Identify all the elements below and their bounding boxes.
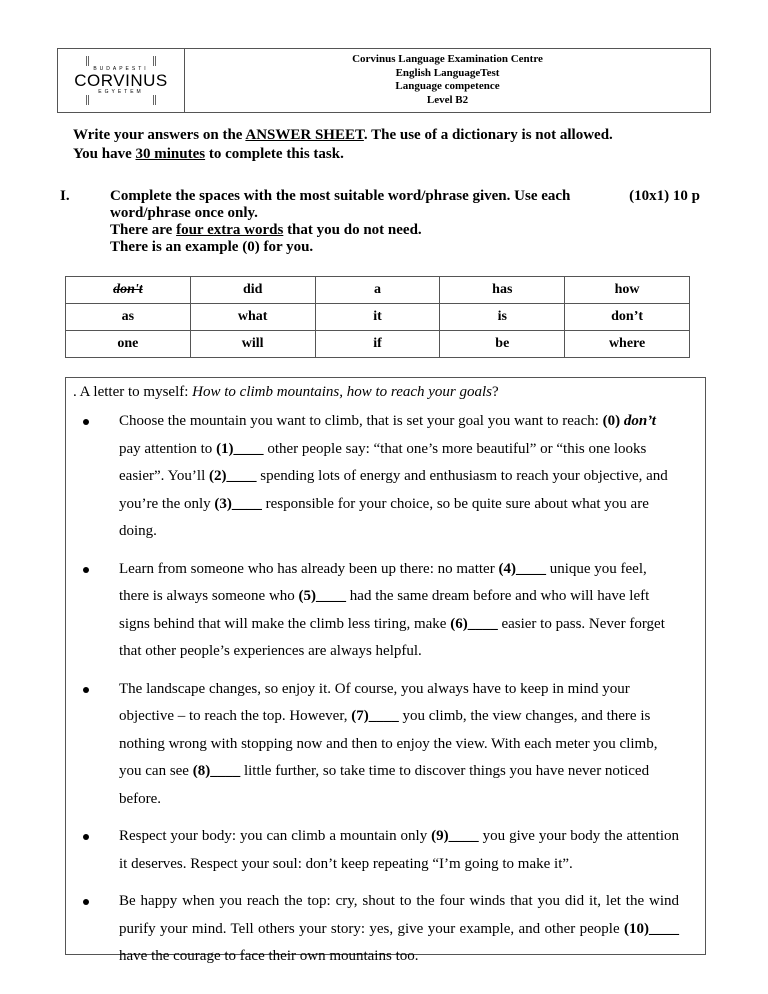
word-row: [66, 277, 690, 304]
passage-text: The landscape changes, so enjoy it. Of course, you always have to keep in mind your objective – to reach the top. However,: [119, 680, 630, 724]
word-cell: has: [440, 277, 565, 304]
gap-label: (0): [602, 413, 624, 429]
passage-item: [119, 676, 679, 814]
bullet-icon: [83, 834, 89, 840]
header-line: Corvinus Language Examination Centre: [352, 53, 543, 65]
passage-text: other people say: “that one’s more beautiful” or “this one looks easier”. You’ll: [119, 440, 647, 484]
passage-box: [65, 377, 706, 964]
word-cell: a: [315, 277, 440, 304]
word-cell: is: [440, 304, 565, 331]
gap-label: (5)____: [298, 588, 347, 604]
header-title: [185, 49, 710, 112]
bullet-icon: [83, 567, 89, 573]
header-line: English LanguageTest: [395, 66, 500, 79]
word-cell: will: [190, 331, 315, 358]
passage-text: unique you feel, there is always someone who: [119, 560, 647, 604]
gap-label: (3)____: [214, 495, 262, 512]
instructions: Write your answers on the ANSWER SHEET. The use of a dictionary is not allowed. You have 30 minutes to complete this task.: [73, 127, 613, 162]
gap-label: (4)____: [498, 560, 546, 577]
section-points: (10x1) 10 p: [629, 188, 700, 204]
gap-label: (10)____: [624, 920, 679, 937]
logo-name: CORVINUS: [74, 71, 168, 90]
passage-text: Choose the mountain you want to climb, that is set your goal you want to reach:: [119, 413, 603, 429]
word-cell: as: [66, 304, 191, 331]
gap-label: don’t: [623, 413, 656, 429]
passage-text: spending lots of energy and enthusiasm to reach your objective, and you’re the only: [119, 468, 668, 512]
section-line: There is an example (0) for you.: [110, 239, 314, 255]
word-cell: it: [315, 304, 440, 331]
word-row: [66, 331, 690, 358]
passage-text: you climb, the view changes, and there is nothing wrong with stopping now and then to enjoy the view. With each meter you climb, you can see: [119, 708, 658, 779]
passage-title: . A letter to myself: How to climb mountains, how to reach your goals?: [73, 384, 499, 400]
passage-text: responsible for your choice, so be quite sure about what you are doing.: [119, 495, 649, 539]
bullet-icon: [83, 419, 89, 425]
word-cell: be: [440, 331, 565, 358]
word-row: [66, 304, 690, 331]
passage-text: Learn from someone who has already been up there: no matter: [119, 560, 499, 577]
section-line: Complete the spaces with the most suitable word/phrase given. Use each word/phrase once only.: [110, 188, 571, 221]
gap-label: (9)____: [431, 828, 479, 844]
gap-label: (7)____: [351, 708, 399, 724]
passage-bullets: [66, 408, 679, 981]
passage-text: you give your body the attention it deserves. Respect your soul: don’t keep repeating “I’m going to make it”.: [119, 828, 680, 872]
word-cell: one: [66, 331, 191, 358]
gap-label: (1)____: [216, 440, 264, 457]
word-cell: did: [190, 277, 315, 304]
header-line: Language competence: [395, 80, 500, 92]
passage-item: [119, 823, 679, 878]
passage-text: little further, so take time to discover things you have never noticed before.: [119, 763, 650, 807]
word-cell: don't: [66, 277, 191, 304]
bullet-icon: [83, 687, 89, 693]
section-number: I.: [60, 188, 70, 204]
logo-bottom-text: EGYETEM: [98, 89, 144, 95]
word-cell: don’t: [565, 304, 690, 331]
bullet-icon: [83, 899, 89, 905]
header-table: [57, 48, 711, 113]
word-cell: how: [565, 277, 690, 304]
passage-text: have the courage to face their own mountains too.: [119, 948, 419, 964]
passage-text: easier to pass. Never forget that other people’s experiences are always helpful.: [119, 615, 665, 659]
word-cell: where: [565, 331, 690, 358]
word-cell: what: [190, 304, 315, 331]
word-bank-table: [65, 276, 690, 358]
gap-label: (6)____: [450, 615, 498, 632]
passage-text: had the same dream before and who will have left signs behind that will make the climb less tiring, make: [119, 588, 650, 632]
passage-text: Respect your body: you can climb a mountain only: [119, 828, 432, 844]
header-line: Level B2: [426, 93, 469, 106]
logo-top-text: BUDAPESTI: [93, 66, 149, 72]
section-instructions: I. Complete the spaces with the most suitable word/phrase given. Use each word/phrase once only. There are four extra words that you do not need. There is an example (0) for you. (10x1) 10 p: [60, 188, 700, 255]
passage-text: Be happy when you reach the top: cry, shout to the four winds that you did it, let the wind purify your mind. Tell others your story: yes, give your example, and other people: [119, 893, 679, 937]
corvinus-logo: [58, 49, 185, 112]
passage-item: [119, 556, 679, 666]
passage-text: pay attention to: [119, 440, 217, 457]
gap-label: (8)____: [192, 763, 241, 779]
passage-item: [119, 888, 679, 971]
word-cell: if: [315, 331, 440, 358]
gap-label: (2)____: [209, 468, 257, 484]
passage-item: [119, 408, 679, 546]
